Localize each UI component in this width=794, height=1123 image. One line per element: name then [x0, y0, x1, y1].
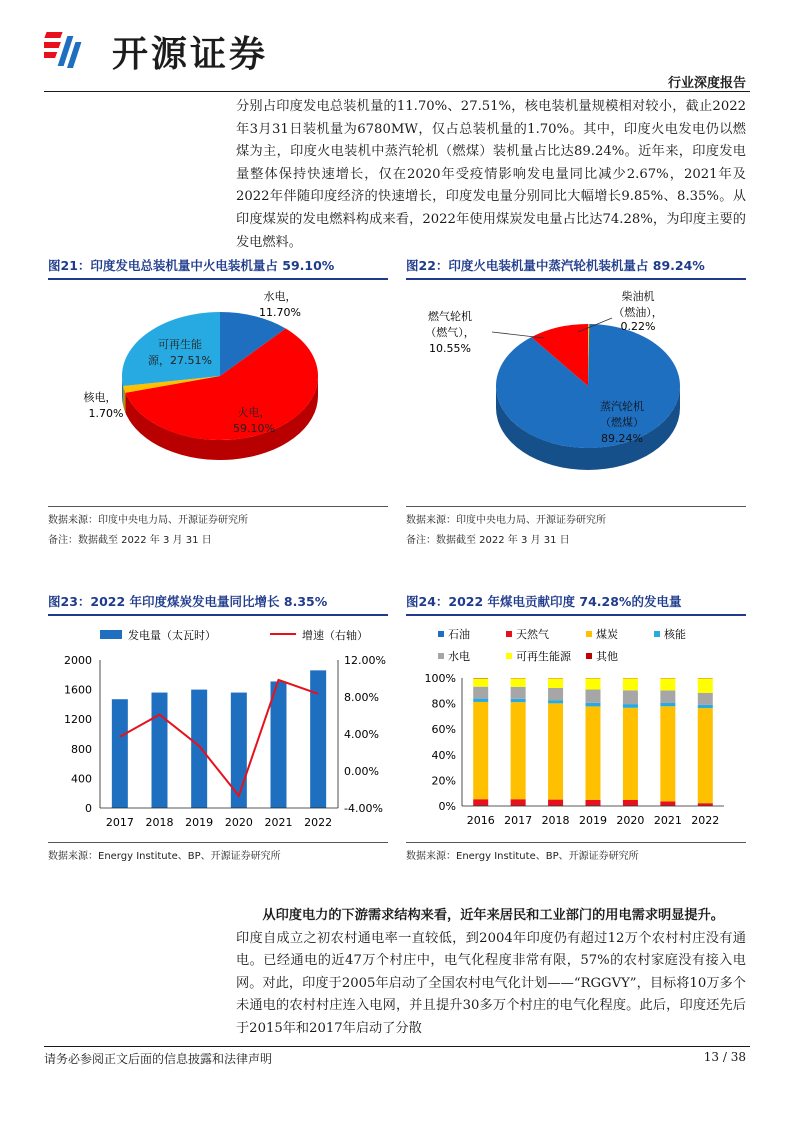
- fig23-svg: [48, 620, 388, 840]
- fig24-bar-segment: [548, 688, 563, 700]
- fig22-label-diesel-2: （燃油），: [613, 306, 663, 319]
- footer-divider: [44, 1046, 750, 1047]
- fig23-title-rule: [48, 614, 388, 616]
- fig24-yaxis: [425, 672, 462, 813]
- fig24-y-tick: 60%: [431, 723, 456, 737]
- fig24-bar-segment: [698, 708, 713, 803]
- fig24-bar-segment: [698, 693, 713, 705]
- fig23-bars: [112, 670, 326, 808]
- fig24-bar-segment: [623, 800, 638, 806]
- body-section: [236, 905, 746, 1041]
- fig21-chart: [48, 282, 388, 502]
- fig23-right-tick: 8.00%: [344, 691, 379, 704]
- fig24-bar-segment: [623, 708, 638, 800]
- fig24-bar-segment: [511, 678, 526, 687]
- fig22-label-steam-1: 蒸汽轮机: [600, 400, 644, 413]
- fig24-legend-swatch: [506, 653, 512, 659]
- fig24-bar-segment: [623, 690, 638, 704]
- fig24-legend-swatch: [506, 631, 512, 637]
- fig24-legend-label: 煤炭: [596, 628, 618, 641]
- fig22-title-rule: [406, 278, 746, 280]
- fig24-bar-segment: [586, 703, 601, 707]
- fig24-bar-segment: [623, 704, 638, 708]
- fig23-x-tick: 2021: [264, 816, 293, 829]
- header-divider: [44, 91, 750, 92]
- brand-logo-icon: [44, 28, 100, 72]
- fig21-label-nuclear-name: 核电，: [83, 391, 117, 404]
- fig24-legend-swatch: [586, 653, 592, 659]
- fig24-x-tick: 2021: [653, 814, 682, 827]
- fig24-bar-segment: [548, 703, 563, 799]
- body-lead: 从印度电力的下游需求结构来看，近年来居民和工业部门的用电需求明显提升。: [262, 908, 724, 923]
- fig23-left-tick: 1200: [64, 713, 92, 727]
- fig23-left-tick: 1600: [64, 683, 92, 697]
- fig24-legend-swatch: [438, 631, 444, 637]
- fig24-legend-label: 其他: [596, 650, 618, 663]
- fig23-right-axis: [338, 654, 386, 815]
- fig23-line: [120, 680, 318, 796]
- fig24-legend-swatch: [438, 653, 444, 659]
- fig23-right-tick: 12.00%: [344, 654, 386, 667]
- fig24-chart: [406, 620, 746, 840]
- fig23-right-tick: 0.00%: [344, 765, 379, 778]
- fig22-label-gas-value: 10.55%: [429, 342, 471, 355]
- fig22-pie: [492, 318, 680, 470]
- fig21-label-nuclear-value: 1.70%: [88, 407, 124, 420]
- fig24-y-tick: 80%: [431, 697, 456, 711]
- fig24-bar-segment: [511, 702, 526, 799]
- fig23-left-tick: 800: [71, 742, 92, 756]
- fig24-legend-label: 天然气: [516, 628, 549, 641]
- fig23-legend-bar-swatch: [100, 630, 122, 639]
- fig24-bar-segment: [586, 706, 601, 799]
- fig24-y-tick: 0%: [438, 800, 456, 813]
- fig24-bar-segment: [660, 678, 675, 690]
- fig22-label-gas-2: （燃气），: [425, 326, 475, 339]
- fig21-source: 数据来源：印度中央电力局、开源证券研究所: [48, 515, 248, 526]
- fig23-x-tick: 2017: [105, 816, 134, 829]
- fig24-x-tick: 2016: [466, 814, 495, 827]
- fig23-legend-bar-label: 发电量（太瓦时）: [128, 629, 216, 642]
- fig24-legend-swatch: [654, 631, 660, 637]
- fig24-bar-segment: [548, 678, 563, 688]
- fig24-bar-segment: [660, 703, 675, 706]
- brand-name: 开源证券: [112, 34, 269, 75]
- fig24-bar-segment: [660, 690, 675, 703]
- fig24-source: 数据来源：Energy Institute、BP、开源证券研究所: [406, 851, 639, 862]
- fig24-x-tick: 2017: [504, 814, 533, 827]
- fig23-left-tick: 0: [85, 802, 92, 815]
- fig24-xaxis: [462, 806, 724, 827]
- fig24-bar-segment: [511, 687, 526, 699]
- fig23-bar: [152, 693, 168, 808]
- fig24-bar-segment: [548, 700, 563, 703]
- fig23-right-tick: 4.00%: [344, 728, 379, 741]
- fig24-bar-segment: [623, 678, 638, 690]
- fig24-bar-segment: [586, 800, 601, 806]
- fig24-bar-segment: [698, 678, 713, 693]
- fig23-source: 数据来源：Energy Institute、BP、开源证券研究所: [48, 851, 281, 862]
- fig24-legend-label: 核能: [664, 628, 686, 641]
- fig22-label-steam-value: 89.24%: [601, 432, 643, 445]
- fig23-bar: [112, 699, 128, 808]
- report-type: 行业深度报告: [667, 76, 746, 91]
- fig21-label-hydro-value: 11.70%: [259, 306, 301, 319]
- fig24-legend-label: 可再生能源: [516, 650, 571, 663]
- fig24-y-tick: 40%: [431, 748, 456, 762]
- fig23-x-tick: 2018: [145, 816, 174, 829]
- fig24-bar-segment: [698, 705, 713, 708]
- fig21-label-renew-1: 可再生能: [158, 338, 202, 351]
- fig22-note: 备注：数据截至 2022 年 3 月 31 日: [406, 535, 570, 546]
- fig21-title: 图21：印度发电总装机量中火电装机量占 59.10%: [48, 258, 335, 273]
- fig22-bottom-rule: [406, 506, 746, 507]
- fig24-bar-segment: [586, 678, 601, 689]
- fig24-bar-segment: [698, 803, 713, 806]
- fig22-source: 数据来源：印度中央电力局、开源证券研究所: [406, 515, 606, 526]
- fig24-x-tick: 2022: [691, 814, 720, 827]
- fig24-y-tick: 20%: [431, 774, 456, 788]
- fig23-bar: [231, 693, 247, 808]
- fig24-bar-segment: [660, 801, 675, 805]
- fig24-x-tick: 2018: [541, 814, 570, 827]
- fig24-bar-segment: [511, 799, 526, 805]
- fig24-bars: [473, 678, 713, 806]
- fig23-right-tick: -4.00%: [344, 802, 383, 815]
- fig23-x-tick: 2020: [224, 816, 253, 829]
- body-text: 印度自成立之初农村通电率一直较低，到2004年印度仍有超过12万个农村村庄没有通电。已经通电的近47万个村庄中，电气化程度非常有限，57%的农村家庭没有接入电网。对此，印度于2005年启动了全国农村电气化计划——“RGGVY”，目标将10万多个未通电的农村村庄连入电网，并且提升30多万个村庄的电气化程度。此后，印度还先后于2015年和2017年启动了分散: [236, 930, 746, 1036]
- fig24-legend: [438, 627, 686, 663]
- fig22-svg: [406, 282, 746, 502]
- fig23-x-tick: 2019: [185, 816, 214, 829]
- fig21-bottom-rule: [48, 506, 388, 507]
- fig24-legend-label: 石油: [448, 628, 470, 641]
- fig21-label-hydro-name: 水电，: [263, 290, 297, 303]
- page-number: 13 / 38: [703, 1050, 746, 1064]
- fig22-label-diesel-1: 柴油机: [621, 290, 655, 303]
- fig22-chart: [406, 282, 746, 502]
- fig22-label-diesel-value: 0.22%: [620, 320, 656, 333]
- fig22-title: 图22：印度火电装机量中蒸汽轮机装机量占 89.24%: [406, 258, 705, 273]
- fig24-legend-label: 水电: [448, 650, 470, 663]
- fig24-bar-segment: [473, 702, 488, 799]
- fig23-left-tick: 400: [71, 772, 92, 786]
- fig24-bar-segment: [473, 687, 488, 699]
- fig23-legend-line-label: 增速（右轴）: [302, 629, 368, 642]
- fig23-x-tick: 2022: [304, 816, 333, 829]
- fig24-svg: [406, 620, 746, 840]
- footer-disclaimer: 请务必参阅正文后面的信息披露和法律声明: [44, 1052, 273, 1066]
- fig21-svg: [48, 282, 388, 502]
- fig24-x-tick: 2019: [579, 814, 607, 827]
- fig23-xaxis: [100, 808, 338, 829]
- fig23-left-tick: 2000: [64, 654, 92, 667]
- intro-paragraph: [236, 96, 746, 254]
- fig24-y-tick: 100%: [424, 672, 456, 685]
- fig24-legend-swatch: [586, 631, 592, 637]
- fig24-bar-segment: [473, 678, 488, 686]
- fig24-bottom-rule: [406, 842, 746, 843]
- fig24-bar-segment: [473, 799, 488, 805]
- fig24-bar-segment: [473, 699, 488, 702]
- fig21-label-thermal-name: 火电，: [237, 406, 271, 419]
- fig21-label-thermal-value: 59.10%: [233, 422, 275, 435]
- fig23-title: 图23：2022 年印度煤炭发电量同比增长 8.35%: [48, 594, 328, 609]
- fig23-bar: [271, 681, 287, 808]
- fig24-x-tick: 2020: [616, 814, 645, 827]
- fig21-label-renew-2: 源，27.51%: [148, 354, 212, 367]
- fig23-left-axis: [64, 654, 100, 815]
- fig21-note: 备注：数据截至 2022 年 3 月 31 日: [48, 535, 212, 546]
- fig24-bar-segment: [548, 800, 563, 806]
- fig23-growth-line: [120, 680, 318, 796]
- fig21-pie: [122, 312, 318, 460]
- fig24-bar-segment: [586, 690, 601, 703]
- fig23-bar: [191, 690, 207, 808]
- fig23-chart: [48, 620, 388, 840]
- fig24-bar-segment: [511, 699, 526, 702]
- fig22-label-steam-2: （燃煤）: [600, 416, 644, 429]
- fig24-bar-segment: [660, 706, 675, 801]
- fig24-title: 图24：2022 年煤电贡献印度 74.28%的发电量: [406, 594, 682, 609]
- fig21-title-rule: [48, 278, 388, 280]
- fig23-bottom-rule: [48, 842, 388, 843]
- fig24-title-rule: [406, 614, 746, 616]
- intro-text: 分别占印度发电总装机量的11.70%、27.51%，核电装机量规模相对较小，截止2022年3月31日装机量为6780MW，仅占总装机量的1.70%。其中，印度火电发电仍以燃煤为主，印度火电装机中蒸汽轮机（燃煤）装机量占比达89.24%。近年来，印度发电量整体保持快速增长，仅在2020年受疫情影响发电量同比减少2.67%，2021年及2022年伴随印度经济的快速增长，印度发电量分别同比大幅增长9.85%、8.35%。从印度煤炭的发电燃料构成来看，2022年使用煤炭发电量占比达74.28%，为印度主要的发电燃料。: [236, 99, 746, 250]
- fig22-label-gas-1: 燃气轮机: [428, 310, 472, 323]
